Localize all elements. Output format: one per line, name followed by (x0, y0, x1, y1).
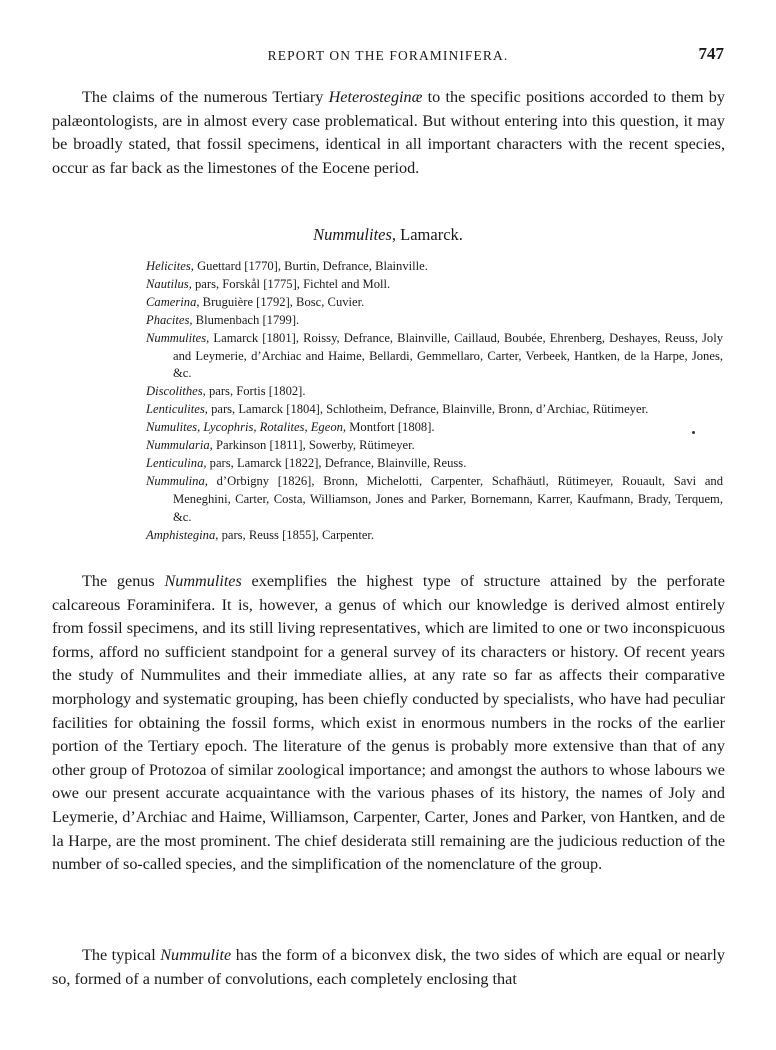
body1-italic-term: Nummulites (164, 572, 242, 590)
running-head (52, 44, 724, 68)
synonym-entry (146, 419, 723, 437)
ink-speck (692, 431, 695, 434)
synonym-name: Nummulina, (146, 473, 208, 488)
synonym-citation: Blumenbach [1799]. (192, 312, 300, 327)
synonym-entry (146, 383, 723, 401)
synonym-entry (146, 437, 723, 455)
synonym-entry (146, 294, 723, 312)
body-paragraph-2 (52, 944, 725, 991)
synonym-entry (146, 312, 723, 330)
synonym-citation: pars, Fortis [1802]. (205, 384, 306, 399)
synonym-name: Lenticulites, (146, 402, 208, 417)
synonym-name: Lenticulina, (146, 455, 207, 470)
intro-text-end: to the specific positions accorded to them by palæontologists, are in almost every case problematical. But without entering into this question, it may be broadly stated, that fossil specimens, identical in all important characters with the recent species, occur as far back as the limestones of the Eocene period. (52, 88, 725, 177)
synonym-citation: Guettard [1770], Burtin, Defrance, Blainville. (193, 259, 428, 273)
synonym-name: Nummularia, (146, 438, 213, 453)
synonym-citation: Parkinson [1811], Sowerby, Rütimeyer. (212, 438, 415, 453)
genus-author: , Lamarck. (391, 225, 463, 244)
synonym-citation: pars, Lamarck [1804], Schlotheim, Defrance, Blainville, Bronn, d’Archiac, Rütimeyer. (207, 402, 649, 417)
synonym-entry (146, 455, 723, 473)
intro-text-start: The claims of the numerous Tertiary (82, 88, 329, 106)
intro-paragraph (52, 86, 725, 180)
synonym-citation: Lamarck [1801], Roissy, Defrance, Blainville, Caillaud, Boubée, Ehrenberg, Deshayes, Reuss, Joly and Leymerie, d’Archiac and Haime, Bellardi, Gemmellaro, Carter, Verbeek, Hantken, de la Harpe, Jones, &c. (173, 330, 723, 381)
intro-italic-term: Heterosteginæ (328, 88, 423, 106)
body1-text-start: The genus (82, 572, 165, 590)
synonymy-list (146, 258, 723, 545)
synonym-citation: pars, Lamarck [1822], Defrance, Blainville, Reuss. (206, 455, 467, 470)
body1-text-end: exemplifies the highest type of structure attained by the perforate calcareous Foraminifera. It is, however, a genus of which our knowledge is derived almost entirely from fossil specimens, and its still living representatives, which are limited to one or two inconspicuous forms, afford no sufficient standpoint for a general survey of its characters or history. Of recent years the study of Nummulites and their immediate allies, at any rate so far as affects their comparative morphology and systematic grouping, has been chiefly conducted by specialists, who have had peculiar facilities for obtaining the fossil forms, which exist in enormous numbers in the rocks of the earlier portion of the Tertiary epoch. The literature of the genus is probably more extensive than that of any other group of Protozoa of similar zoological importance; and amongst the authors to whose labours we owe our present accurate acquaintance with the various phases of its history, the names of Joly and Leymerie, d’Archiac and Haime, Williamson, Carpenter, Carter, Jones and Parker, von Hantken, and de la Harpe, are the most prominent. The chief desiderata still remaining are the judicious reduction of the number of so-called species, and the simplification of the nomenclature of the group. (52, 572, 725, 874)
running-title: REPORT ON THE FORAMINIFERA. (267, 48, 509, 63)
genus-heading (0, 225, 776, 245)
synonym-entry (146, 258, 723, 276)
synonym-entry (146, 473, 723, 527)
synonym-name: Helicites, (146, 259, 194, 273)
synonym-name: Numulites, Lycophris, Rotalites, Egeon, (146, 420, 347, 435)
synonym-name: Nummulites, (146, 330, 210, 345)
synonym-entry (146, 330, 723, 384)
synonym-citation: Bruguière [1792], Bosc, Cuvier. (199, 294, 365, 309)
synonym-name: Discolithes, (146, 384, 206, 399)
synonym-name: Camerina, (146, 294, 200, 309)
synonym-citation: pars, Forskål [1775], Fichtel and Moll. (191, 276, 391, 291)
synonym-entry (146, 527, 723, 545)
synonym-citation: d’Orbigny [1826], Bronn, Michelotti, Carpenter, Schafhäutl, Rütimeyer, Rouault, Savi and Meneghini, Carter, Costa, Williamson, Jones and Parker, Bornemann, Karrer, Kaufmann, Brady, Terquem, &c. (173, 473, 723, 524)
synonym-citation: Montfort [1808]. (346, 420, 435, 435)
body-paragraph-1 (52, 570, 725, 877)
synonym-name: Nautilus, (146, 276, 192, 291)
body2-text-end: has the form of a biconvex disk, the two sides of which are equal or nearly so, formed of a number of convolutions, each completely enclosing that (52, 946, 726, 988)
page-number: 747 (698, 44, 724, 63)
synonym-citation: pars, Reuss [1855], Carpenter. (218, 527, 375, 542)
synonym-name: Phacites, (146, 312, 193, 327)
genus-name: Nummulites (313, 225, 392, 244)
synonym-name: Amphistegina, (146, 527, 219, 542)
synonym-entry (146, 276, 723, 294)
synonym-entry (146, 401, 723, 419)
body2-italic-term: Nummulite (160, 946, 232, 964)
body2-text-start: The typical (82, 946, 161, 964)
